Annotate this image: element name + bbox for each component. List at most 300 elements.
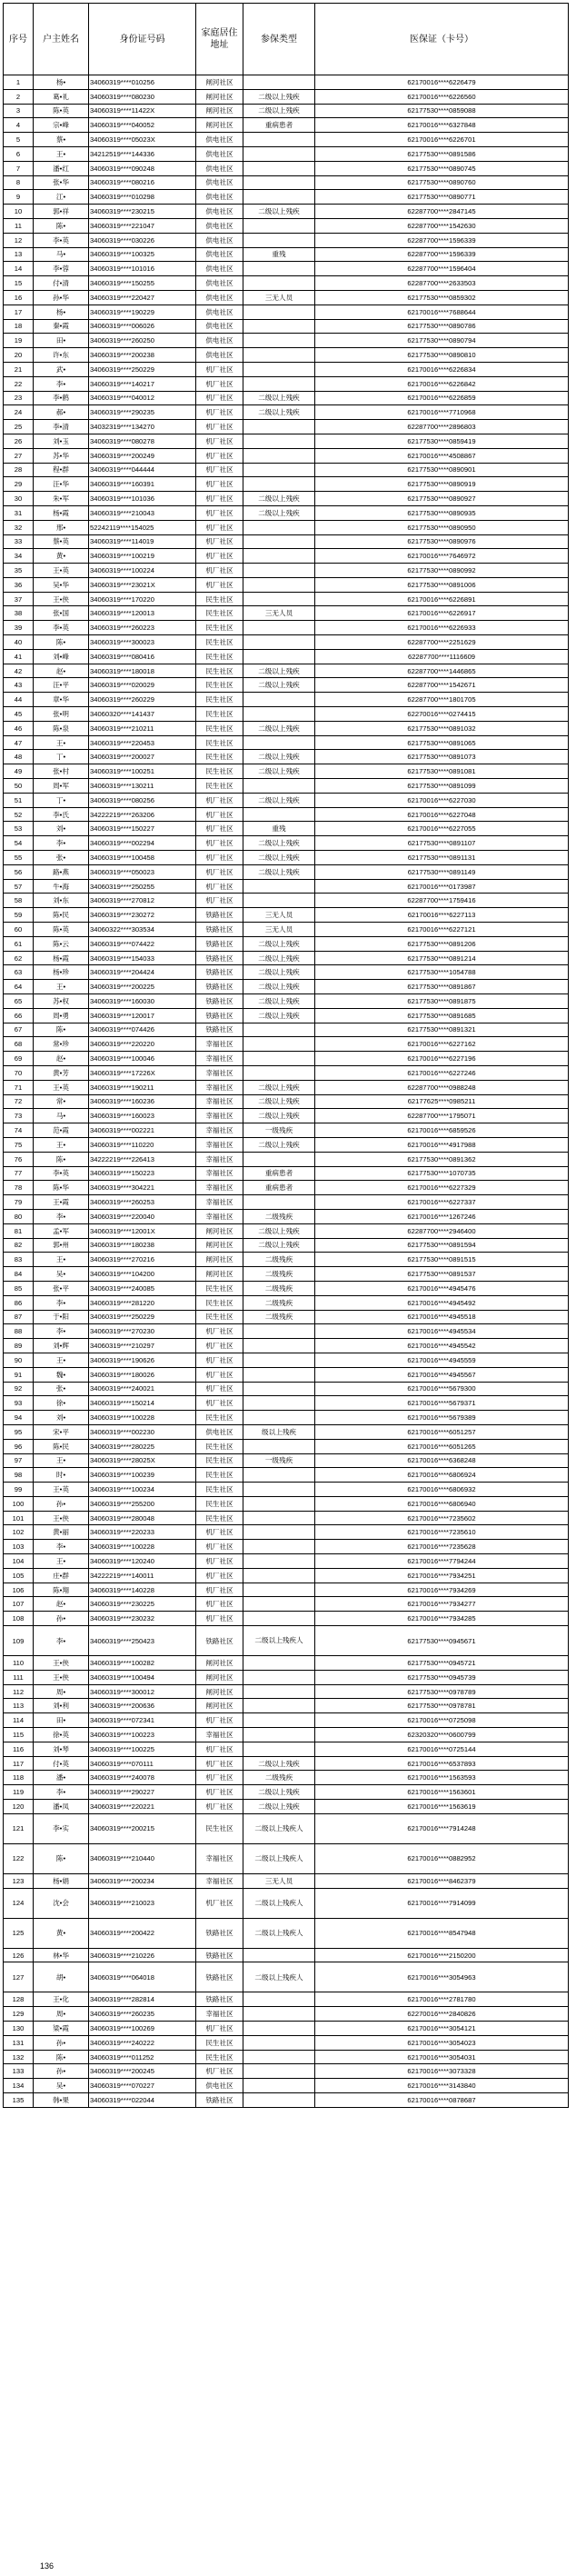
cell-name: 陈• [34, 1843, 89, 1873]
cell-card-number: 62170016****6226859 [315, 391, 569, 405]
cell-insurance-type [243, 779, 315, 794]
cell-name: 杨•珍 [34, 965, 89, 980]
cell-id-number: 34060319****220221 [89, 1800, 196, 1814]
cell-insurance-type [243, 1411, 315, 1425]
cell-insurance-type: 二级以上残疾 [243, 1238, 315, 1253]
cell-name: 杨• [34, 305, 89, 319]
cell-address: 机厂社区 [196, 1568, 243, 1583]
cell-address: 机厂社区 [196, 836, 243, 851]
cell-card-number: 62270016****2840826 [315, 2007, 569, 2022]
cell-address: 机厂社区 [196, 822, 243, 836]
cell-id-number: 34060319****260229 [89, 693, 196, 707]
cell-name: 王• [34, 1453, 89, 1468]
cell-address: 幸福社区 [196, 1109, 243, 1123]
beneficiary-table-container [3, 3, 569, 2108]
cell-index: 49 [4, 764, 34, 779]
cell-insurance-type [243, 1568, 315, 1583]
cell-insurance-type [243, 2079, 315, 2093]
cell-address: 闸河社区 [196, 104, 243, 118]
cell-insurance-type: 二级以上残疾 [243, 764, 315, 779]
cell-id-number: 34032319****134270 [89, 420, 196, 434]
cell-insurance-type [243, 1324, 315, 1339]
cell-index: 113 [4, 1699, 34, 1713]
cell-index: 2 [4, 89, 34, 104]
cell-insurance-type [243, 1742, 315, 1756]
cell-address: 机厂社区 [196, 2022, 243, 2036]
cell-insurance-type: 二级以上残疾 [243, 721, 315, 735]
cell-index: 26 [4, 434, 34, 448]
cell-name: 武• [34, 362, 89, 376]
cell-address: 供电社区 [196, 133, 243, 147]
cell-id-number: 34060319****280048 [89, 1511, 196, 1525]
table-row [4, 2064, 569, 2079]
cell-card-number: 62287700****1116609 [315, 649, 569, 664]
table-row [4, 822, 569, 836]
cell-card-number: 62170016****6227162 [315, 1037, 569, 1052]
cell-address: 民生社区 [196, 1496, 243, 1511]
cell-id-number: 34060319****23021X [89, 577, 196, 592]
cell-id-number: 34060319****260253 [89, 1195, 196, 1210]
cell-insurance-type [243, 1382, 315, 1396]
header-address: 家庭居住地址 [196, 4, 243, 75]
cell-name: 王• [34, 1353, 89, 1367]
cell-id-number: 34060319****010256 [89, 75, 196, 90]
table-row [4, 951, 569, 965]
cell-index: 50 [4, 779, 34, 794]
cell-id-number: 34060319****064018 [89, 1962, 196, 1992]
cell-address: 供电社区 [196, 348, 243, 363]
cell-address: 民生社区 [196, 1813, 243, 1843]
cell-index: 66 [4, 1008, 34, 1023]
cell-card-number: 62170016****3143840 [315, 2079, 569, 2093]
cell-address: 幸福社区 [196, 2007, 243, 2022]
cell-address: 供电社区 [196, 262, 243, 276]
cell-index: 109 [4, 1626, 34, 1656]
cell-id-number: 34060319****101036 [89, 492, 196, 506]
table-row [4, 1253, 569, 1267]
cell-name: 王• [34, 735, 89, 750]
cell-id-number: 34060319****255200 [89, 1496, 196, 1511]
cell-name: 徐• [34, 1396, 89, 1411]
cell-insurance-type: 二级以上残疾人 [243, 1626, 315, 1656]
cell-address: 铁路社区 [196, 951, 243, 965]
table-row [4, 477, 569, 492]
table-row [4, 592, 569, 606]
cell-index: 130 [4, 2022, 34, 2036]
cell-card-number: 62177530****0890935 [315, 505, 569, 520]
cell-address: 民生社区 [196, 1281, 243, 1295]
cell-name: 李•英 [34, 621, 89, 635]
cell-id-number: 34060319****030226 [89, 233, 196, 247]
cell-address: 机厂社区 [196, 362, 243, 376]
cell-id-number: 34060319****074422 [89, 936, 196, 951]
cell-index: 65 [4, 994, 34, 1009]
cell-card-number: 62170016****8462379 [315, 1873, 569, 1888]
table-row [4, 1800, 569, 1814]
cell-name: 张•国 [34, 606, 89, 621]
cell-address: 民生社区 [196, 707, 243, 722]
cell-id-number: 34060319****204424 [89, 965, 196, 980]
cell-address: 机厂社区 [196, 1540, 243, 1554]
cell-index: 106 [4, 1583, 34, 1597]
cell-address: 供电社区 [196, 161, 243, 175]
cell-id-number: 34060319****170220 [89, 592, 196, 606]
cell-insurance-type [243, 592, 315, 606]
cell-index: 19 [4, 334, 34, 348]
cell-insurance-type [243, 1670, 315, 1684]
cell-name: 陈• [34, 1152, 89, 1166]
cell-name: 杨•娟 [34, 1873, 89, 1888]
cell-address: 闸河社区 [196, 1699, 243, 1713]
cell-index: 122 [4, 1843, 34, 1873]
cell-card-number: 62177530****0891875 [315, 994, 569, 1009]
header-insurance-type: 参保类型 [243, 4, 315, 75]
cell-id-number: 34060319****104200 [89, 1267, 196, 1282]
cell-address: 幸福社区 [196, 1166, 243, 1181]
cell-card-number: 62170016****4945492 [315, 1295, 569, 1310]
table-row [4, 807, 569, 822]
cell-name: 郭•祥 [34, 205, 89, 219]
cell-index: 114 [4, 1713, 34, 1728]
cell-address: 民生社区 [196, 721, 243, 735]
cell-card-number: 62170016****6226842 [315, 376, 569, 391]
cell-name: 陈• [34, 635, 89, 650]
table-row [4, 2007, 569, 2022]
cell-insurance-type: 二级以上残疾 [243, 492, 315, 506]
cell-insurance-type [243, 1540, 315, 1554]
cell-insurance-type: 二级残疾 [243, 1209, 315, 1223]
table-row [4, 1052, 569, 1066]
cell-card-number: 62170016****5679300 [315, 1382, 569, 1396]
cell-id-number: 34060319****280225 [89, 1439, 196, 1453]
cell-insurance-type [243, 448, 315, 463]
cell-insurance-type: 二级以上残疾 [243, 965, 315, 980]
cell-card-number: 62170016****5679371 [315, 1396, 569, 1411]
cell-card-number: 62177530****1070735 [315, 1166, 569, 1181]
cell-card-number: 62287700****2633503 [315, 276, 569, 291]
cell-card-number: 62177530****0945671 [315, 1626, 569, 1656]
cell-name: 汪•平 [34, 678, 89, 693]
cell-name: 刘•东 [34, 894, 89, 908]
cell-id-number: 34060319****070111 [89, 1756, 196, 1771]
cell-card-number: 62170016****6806940 [315, 1496, 569, 1511]
cell-name: 孙• [34, 2064, 89, 2079]
cell-insurance-type [243, 549, 315, 564]
cell-address: 机厂社区 [196, 1367, 243, 1382]
cell-index: 25 [4, 420, 34, 434]
cell-insurance-type [243, 2035, 315, 2050]
cell-address: 闸河社区 [196, 75, 243, 90]
cell-name: 郝• [34, 405, 89, 420]
cell-insurance-type [243, 1367, 315, 1382]
cell-insurance-type: 一级残疾 [243, 1123, 315, 1138]
cell-insurance-type [243, 693, 315, 707]
cell-card-number: 62177530****0891537 [315, 1267, 569, 1282]
cell-card-number: 62170016****6226701 [315, 133, 569, 147]
table-row [4, 1037, 569, 1052]
cell-index: 111 [4, 1670, 34, 1684]
cell-id-number: 34060319****160236 [89, 1094, 196, 1109]
cell-id-number: 34060319****221047 [89, 218, 196, 233]
cell-index: 1 [4, 75, 34, 90]
cell-name: 周•军 [34, 779, 89, 794]
table-row [4, 1843, 569, 1873]
cell-address: 民生社区 [196, 1295, 243, 1310]
cell-card-number: 62170016****7710968 [315, 405, 569, 420]
cell-index: 62 [4, 951, 34, 965]
cell-name: 杨•霞 [34, 951, 89, 965]
cell-card-number: 62170016****4945518 [315, 1310, 569, 1324]
table-row [4, 1626, 569, 1656]
cell-address: 机厂社区 [196, 564, 243, 578]
cell-address: 幸福社区 [196, 1152, 243, 1166]
cell-id-number: 34060319****250423 [89, 1626, 196, 1656]
table-row [4, 1813, 569, 1843]
table-row [4, 1888, 569, 1918]
table-row [4, 362, 569, 376]
cell-card-number: 62177530****0978781 [315, 1699, 569, 1713]
cell-index: 11 [4, 218, 34, 233]
cell-index: 3 [4, 104, 34, 118]
cell-insurance-type: 三无人员 [243, 923, 315, 937]
cell-insurance-type [243, 305, 315, 319]
cell-address: 机厂社区 [196, 1525, 243, 1540]
cell-id-number: 34060319****080230 [89, 89, 196, 104]
cell-name: 李• [34, 836, 89, 851]
cell-index: 126 [4, 1948, 34, 1962]
cell-name: 马• [34, 1109, 89, 1123]
cell-id-number: 34060319****020029 [89, 678, 196, 693]
cell-name: 刘•辉 [34, 1339, 89, 1353]
cell-index: 102 [4, 1525, 34, 1540]
cell-card-number: 62170016****6227030 [315, 793, 569, 807]
cell-address: 民生社区 [196, 1310, 243, 1324]
cell-id-number: 34060319****100219 [89, 549, 196, 564]
table-row [4, 879, 569, 894]
cell-index: 61 [4, 936, 34, 951]
cell-insurance-type [243, 1052, 315, 1066]
table-row [4, 520, 569, 534]
cell-name: 马• [34, 247, 89, 262]
table-row [4, 505, 569, 520]
cell-index: 16 [4, 290, 34, 305]
cell-insurance-type [243, 520, 315, 534]
cell-insurance-type: 二级以上残疾 [243, 994, 315, 1009]
cell-index: 20 [4, 348, 34, 363]
cell-id-number: 34060319****290227 [89, 1785, 196, 1800]
cell-name: 范•霞 [34, 1123, 89, 1138]
cell-index: 43 [4, 678, 34, 693]
cell-index: 51 [4, 793, 34, 807]
cell-name: 孙• [34, 2035, 89, 2050]
cell-name: 秦•霞 [34, 319, 89, 334]
cell-name: 许•东 [34, 348, 89, 363]
cell-name: 葛•礼 [34, 89, 89, 104]
cell-name: 陈•英 [34, 104, 89, 118]
cell-id-number: 34060319****140228 [89, 1583, 196, 1597]
cell-card-number: 62170016****7646972 [315, 549, 569, 564]
cell-name: 牛•海 [34, 879, 89, 894]
cell-address: 民生社区 [196, 1468, 243, 1483]
cell-index: 17 [4, 305, 34, 319]
cell-card-number: 62177530****0890901 [315, 463, 569, 477]
table-row [4, 348, 569, 363]
cell-index: 18 [4, 319, 34, 334]
table-row [4, 793, 569, 807]
cell-insurance-type [243, 233, 315, 247]
cell-index: 48 [4, 750, 34, 764]
cell-name: 王•霞 [34, 1195, 89, 1210]
cell-index: 132 [4, 2050, 34, 2064]
cell-index: 5 [4, 133, 34, 147]
table-row [4, 1008, 569, 1023]
cell-address: 供电社区 [196, 2079, 243, 2093]
table-row [4, 1137, 569, 1152]
cell-address: 幸福社区 [196, 1094, 243, 1109]
cell-card-number: 62170016****6226560 [315, 89, 569, 104]
cell-address: 幸福社区 [196, 1195, 243, 1210]
cell-id-number: 34060319****150255 [89, 276, 196, 291]
cell-index: 73 [4, 1109, 34, 1123]
cell-id-number: 34060319****072341 [89, 1713, 196, 1728]
cell-insurance-type: 重残 [243, 247, 315, 262]
cell-card-number: 62287700****1596339 [315, 233, 569, 247]
cell-index: 78 [4, 1181, 34, 1195]
cell-card-number: 62170016****6227121 [315, 923, 569, 937]
cell-address: 铁路社区 [196, 1992, 243, 2007]
table-row [4, 247, 569, 262]
cell-insurance-type: 二级以上残疾 [243, 1800, 315, 1814]
cell-id-number: 34060319****290235 [89, 405, 196, 420]
cell-card-number: 62170016****0725098 [315, 1713, 569, 1728]
cell-index: 108 [4, 1612, 34, 1626]
table-row [4, 492, 569, 506]
cell-address: 民生社区 [196, 649, 243, 664]
cell-card-number: 62177530****0945721 [315, 1656, 569, 1671]
table-row [4, 1612, 569, 1626]
cell-name: 周•勇 [34, 1008, 89, 1023]
cell-address: 民生社区 [196, 750, 243, 764]
cell-card-number: 62177530****0891321 [315, 1023, 569, 1037]
cell-id-number: 34060319****12001X [89, 1223, 196, 1238]
cell-address: 机厂社区 [196, 549, 243, 564]
cell-name: 刘•峰 [34, 649, 89, 664]
cell-name: 王•化 [34, 1992, 89, 2007]
cell-name: 赵• [34, 664, 89, 678]
cell-index: 91 [4, 1367, 34, 1382]
cell-index: 71 [4, 1080, 34, 1094]
cell-insurance-type [243, 348, 315, 363]
cell-id-number: 34060319****100494 [89, 1670, 196, 1684]
cell-index: 4 [4, 118, 34, 133]
cell-name: 李• [34, 1626, 89, 1656]
cell-insurance-type: 三无人员 [243, 606, 315, 621]
table-row [4, 1223, 569, 1238]
cell-id-number: 34060319****160023 [89, 1109, 196, 1123]
table-row [4, 664, 569, 678]
cell-insurance-type [243, 477, 315, 492]
cell-name: 苏•华 [34, 448, 89, 463]
cell-card-number: 62170016****6227337 [315, 1195, 569, 1210]
cell-index: 56 [4, 864, 34, 879]
cell-name: 孟•军 [34, 1223, 89, 1238]
cell-insurance-type: 级以上残疾 [243, 1424, 315, 1439]
table-row [4, 2079, 569, 2093]
cell-card-number: 62170016****6051265 [315, 1439, 569, 1453]
cell-index: 86 [4, 1295, 34, 1310]
cell-index: 99 [4, 1483, 34, 1497]
cell-address: 机厂社区 [196, 420, 243, 434]
table-row [4, 678, 569, 693]
cell-index: 117 [4, 1756, 34, 1771]
cell-name: 张•华 [34, 175, 89, 190]
cell-card-number: 62287700****0988248 [315, 1080, 569, 1094]
cell-card-number: 62170016****3054121 [315, 2022, 569, 2036]
cell-address: 机厂社区 [196, 534, 243, 549]
cell-address: 铁路社区 [196, 1023, 243, 1037]
cell-id-number: 34060319****240085 [89, 1281, 196, 1295]
table-row [4, 1295, 569, 1310]
cell-index: 98 [4, 1468, 34, 1483]
cell-card-number: 62170016****7934277 [315, 1597, 569, 1612]
cell-id-number: 34060319****200225 [89, 980, 196, 994]
cell-card-number: 62170016****7794244 [315, 1554, 569, 1569]
cell-name: 李•实 [34, 1813, 89, 1843]
cell-address: 机厂社区 [196, 1583, 243, 1597]
cell-name: 陈•华 [34, 1181, 89, 1195]
cell-address: 机厂社区 [196, 1324, 243, 1339]
cell-name: 陈•民 [34, 908, 89, 923]
cell-address: 民生社区 [196, 1439, 243, 1453]
cell-index: 85 [4, 1281, 34, 1295]
cell-name: 李•英 [34, 1166, 89, 1181]
cell-index: 13 [4, 247, 34, 262]
table-row [4, 851, 569, 865]
cell-index: 23 [4, 391, 34, 405]
cell-insurance-type [243, 1554, 315, 1569]
table-row [4, 577, 569, 592]
cell-card-number: 62287700****2896803 [315, 420, 569, 434]
cell-insurance-type: 重残 [243, 822, 315, 836]
cell-address: 铁路社区 [196, 965, 243, 980]
table-row [4, 1785, 569, 1800]
cell-card-number: 62177625****0985211 [315, 1094, 569, 1109]
cell-card-number: 62170016****1267246 [315, 1209, 569, 1223]
cell-index: 128 [4, 1992, 34, 2007]
cell-name: 潘•凤 [34, 1800, 89, 1814]
cell-card-number: 62177530****0890771 [315, 190, 569, 205]
cell-card-number: 62177530****0891099 [315, 779, 569, 794]
table-row [4, 1453, 569, 1468]
table-row [4, 1948, 569, 1962]
cell-name: 张• [34, 851, 89, 865]
cell-index: 127 [4, 1962, 34, 1992]
cell-insurance-type: 二级以上残疾 [243, 89, 315, 104]
cell-index: 15 [4, 276, 34, 291]
cell-index: 35 [4, 564, 34, 578]
cell-id-number: 34060319****002294 [89, 836, 196, 851]
cell-insurance-type: 二级以上残疾 [243, 750, 315, 764]
cell-name: 陈•英 [34, 923, 89, 937]
cell-card-number: 62287700****2946400 [315, 1223, 569, 1238]
cell-insurance-type [243, 1525, 315, 1540]
cell-card-number: 62287700****1596404 [315, 262, 569, 276]
table-row [4, 2022, 569, 2036]
cell-insurance-type: 二级以上残疾 [243, 1223, 315, 1238]
cell-insurance-type: 重病患者 [243, 1166, 315, 1181]
cell-insurance-type [243, 1612, 315, 1626]
cell-name: 程•群 [34, 463, 89, 477]
